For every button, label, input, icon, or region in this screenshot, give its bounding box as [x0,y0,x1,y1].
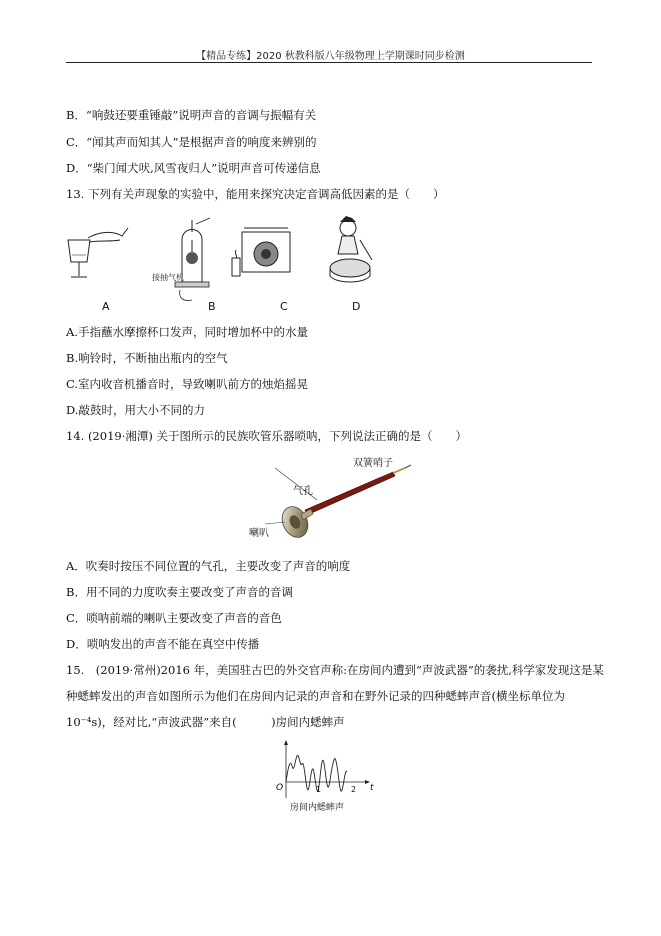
header-rule [66,62,592,63]
q14-option-c: C．唢呐前端的喇叭主要改变了声音的音色 [66,611,282,625]
q15-origin: O [276,783,284,793]
q15-line-3: 10⁻⁴s)，经对比,“声波武器”来自( )房间内蟋蟀声 [66,715,345,729]
q15-waveform-figure [272,738,382,818]
q14-hole-label: 气孔 [293,486,313,497]
q14-reed-label: 双簧哨子 [353,458,393,469]
q15-tick-1: 1 [316,785,322,794]
q13-label-a: A [102,300,110,313]
q13-label-b: B [208,300,216,313]
q13-option-a: A.手指蘸水摩擦杯口发声，同时增加杯中的水量 [66,325,308,339]
q14-option-a: A．吹奏时按压不同位置的气孔，主要改变了声音的响度 [66,559,351,573]
q13-drummer-illustration [330,216,372,282]
q15-tick-2: 2 [351,785,357,794]
q12-option-c: C．“闻其声而知其人”是根据声音的响度来辨别的 [66,135,317,149]
q12-option-d: D．“柴门闻犬吠,风雪夜归人”说明声音可传递信息 [66,161,321,175]
q15-caption: 房间内蟋蟀声 [290,803,345,813]
page-header: 【精品专练】2020 秋教科版八年级物理上学期课时同步检测 [196,51,465,62]
q13-label-c: C [280,300,288,313]
q13-figure [60,210,390,320]
q14-stem: 14. (2019·湘潭) 关于图所示的民族吹管乐器唢呐，下列说法正确的是（ ） [66,429,467,443]
q13-option-c: C.室内收音机播音时，导致喇叭前方的烛焰摇晃 [66,377,309,391]
q13-option-b: B.响铃时，不断抽出瓶内的空气 [66,351,228,365]
q13-bell-jar-illustration [175,218,210,301]
q13-pump-label: 接抽气机 [152,273,184,282]
q15-line-2: 种蟋蟀发出的声音如图所示为他们在房间内记录的声音和在野外记录的四种蟋蟀声音(横坐标单位为 [66,689,565,703]
q14-option-b: B．用不同的力度吹奏主要改变了声音的音调 [66,585,293,599]
q14-suona-figure [245,452,425,552]
q15-line-1: 15. (2019·常州)2016 年，美国驻古巴的外交官声称:在房间内遭到“声波武器”的袭扰,科学家发现这是某 [66,663,604,677]
q13-glass-illustration [68,228,128,277]
q14-horn-label: 喇叭 [249,528,269,539]
q13-label-d: D [352,300,361,313]
q12-option-b: B．“响鼓还要重锤敲”说明声音的音调与振幅有关 [66,108,317,122]
q14-option-d: D．唢呐发出的声音不能在真空中传播 [66,637,260,651]
q13-option-d: D.敲鼓时，用大小不同的力 [66,403,205,417]
q13-stem: 13. 下列有关声现象的实验中，能用来探究决定音调高低因素的是（ ） [66,187,445,201]
q13-radio-candle-illustration [232,228,290,276]
q15-axis-t: t [370,783,374,793]
